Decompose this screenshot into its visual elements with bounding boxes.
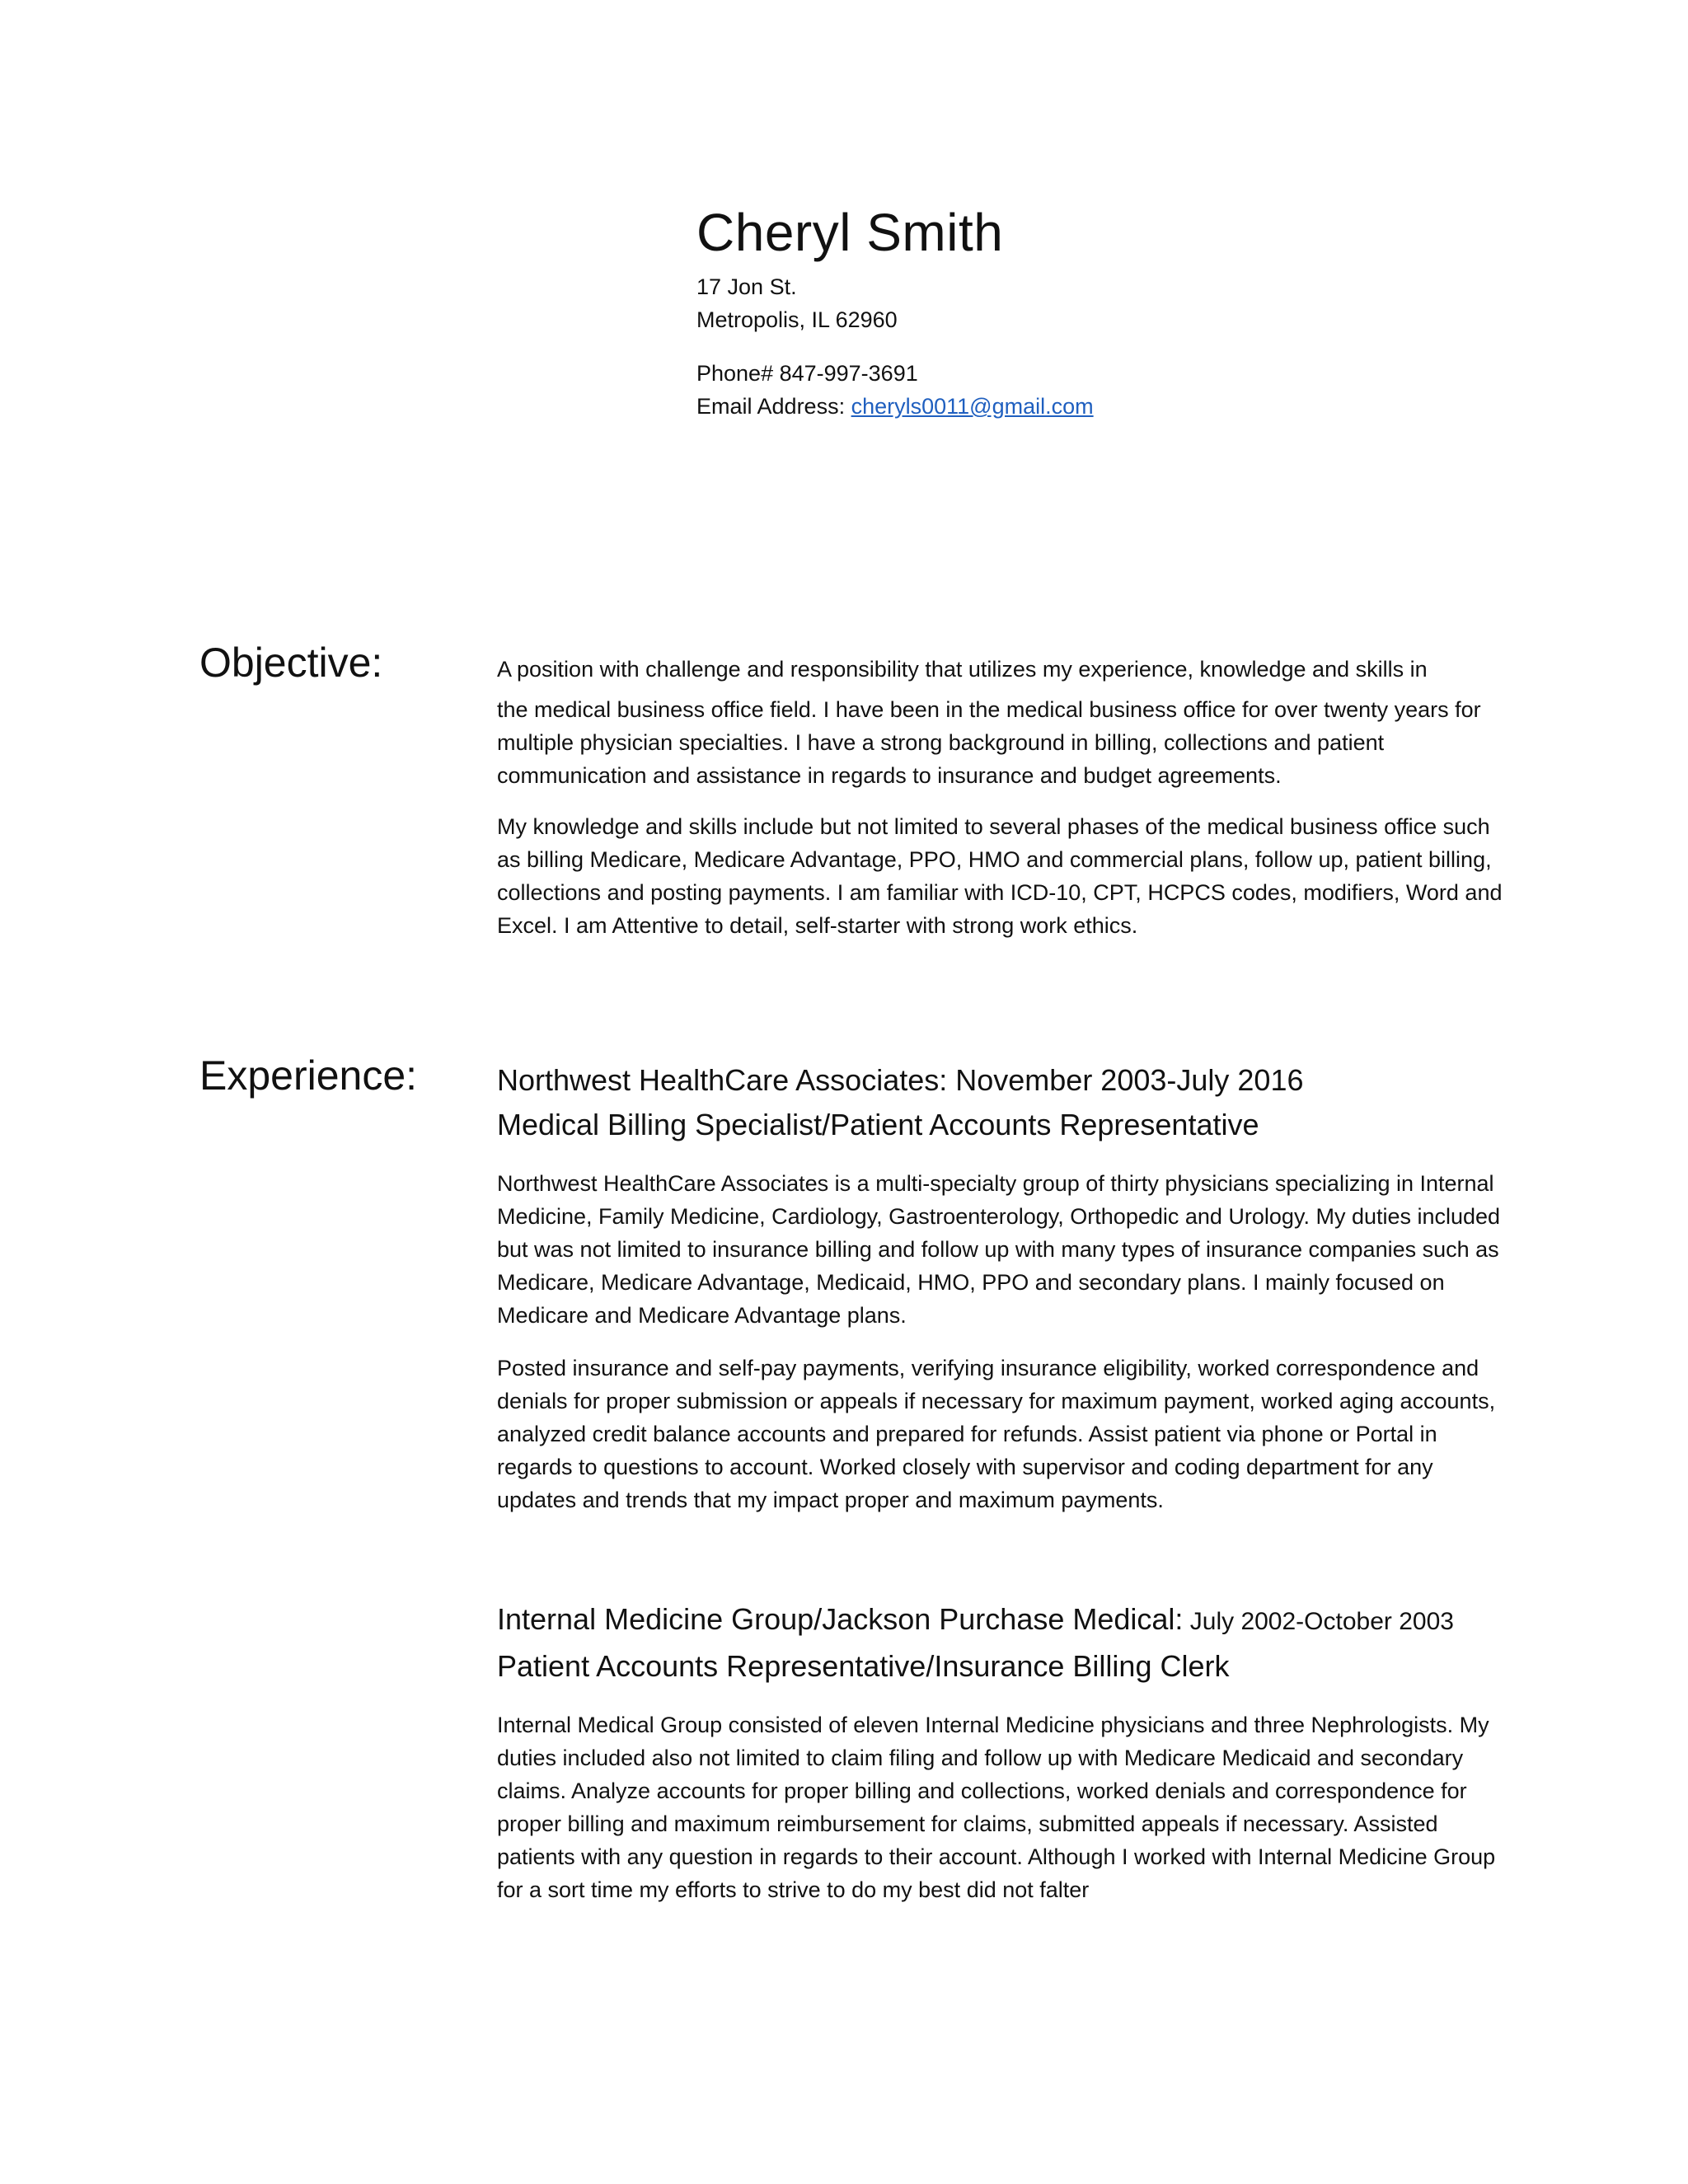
objective-paragraph-2: My knowledge and skills include but not limited to several phases of the medical business office such as billing Medicare, Medicare Advantage, PPO, HMO and commercial plans, follow up, patient billing, collections and posting payments. I am familiar with ICD-10, CPT, HCPCS codes, modifiers, Word and Excel. I am Attentive to detail, self-starter with strong work ethics. — [497, 814, 1503, 938]
address-block — [696, 270, 1438, 336]
job-entry-internal-medicine — [497, 1597, 1511, 1906]
email-label: Email Address: — [696, 394, 846, 419]
job-position-title: Medical Billing Specialist/Patient Accounts Representative — [497, 1108, 1259, 1141]
email-line — [696, 390, 1438, 423]
job-entry-northwest — [497, 1058, 1511, 1516]
objective-section — [497, 653, 1511, 942]
candidate-name: Cheryl Smith — [696, 203, 1004, 262]
objective-paragraph-1: the medical business office field. I have been in the medical business office for over twenty years for multiple physician specialties. I have a strong background in billing, collections and patient communication and assistance in regards to insurance and budget agreements. — [497, 697, 1481, 788]
objective-heading: Objective: — [199, 640, 383, 686]
objective-first-line: A position with challenge and responsibility that utilizes my experience, knowledge and skills in — [497, 657, 1428, 682]
job-employer-dates: Northwest HealthCare Associates: November 2003-July 2016 — [497, 1063, 1304, 1097]
job-dates: July 2002-October 2003 — [1183, 1608, 1454, 1635]
contact-block — [696, 357, 1438, 423]
job-paragraph-2: Posted insurance and self-pay payments, verifying insurance eligibility, worked correspondence and denials for proper submission or appeals if necessary for maximum payment, worked aging accounts, analyzed credit balance accounts and prepared for refunds. Assist patient via phone or Portal in regards to questions to account. Worked closely with supervisor and coding department for any updates and trends that my impact proper and maximum payments. — [497, 1356, 1496, 1512]
job-employer-dates — [497, 1597, 1511, 1644]
job-description — [497, 1708, 1511, 1906]
job-employer: Internal Medicine Group/Jackson Purchase Medical: — [497, 1602, 1184, 1636]
phone-number: Phone# 847-997-3691 — [696, 361, 918, 386]
resume-header — [696, 199, 1438, 423]
experience-heading: Experience: — [199, 1052, 418, 1099]
job-description — [497, 1167, 1511, 1516]
street-address: 17 Jon St. — [696, 274, 797, 299]
job-position-title: Patient Accounts Representative/Insurance Billing Clerk — [497, 1649, 1230, 1683]
job-paragraph-1: Internal Medical Group consisted of eleven Internal Medicine physicians and three Nephrologists. My duties included also not limited to claim filing and follow up with Medicare Medicaid and secondary claims. Analyze accounts for proper billing and collections, worked denials and correspondence for proper billing and maximum reimbursement for claims, submitted appeals if necessary. Assisted patients with any question in regards to their account. Although I worked with Internal Medicine Group for a sort time my efforts to strive to do my best did not falter — [497, 1713, 1496, 1902]
city-state-zip: Metropolis, IL 62960 — [696, 307, 898, 332]
job-paragraph-1: Northwest HealthCare Associates is a multi-specialty group of thirty physicians specializing in Internal Medicine, Family Medicine, Cardiology, Gastroenterology, Orthopedic and Urology. My duties included but was not limited to insurance billing and follow up with many types of insurance companies such as Medicare, Medicare Advantage, Medicaid, HMO, PPO and secondary plans. I mainly focused on Medicare and Medicare Advantage plans. — [497, 1171, 1501, 1328]
email-link[interactable]: cheryls0011@gmail.com — [851, 394, 1094, 419]
